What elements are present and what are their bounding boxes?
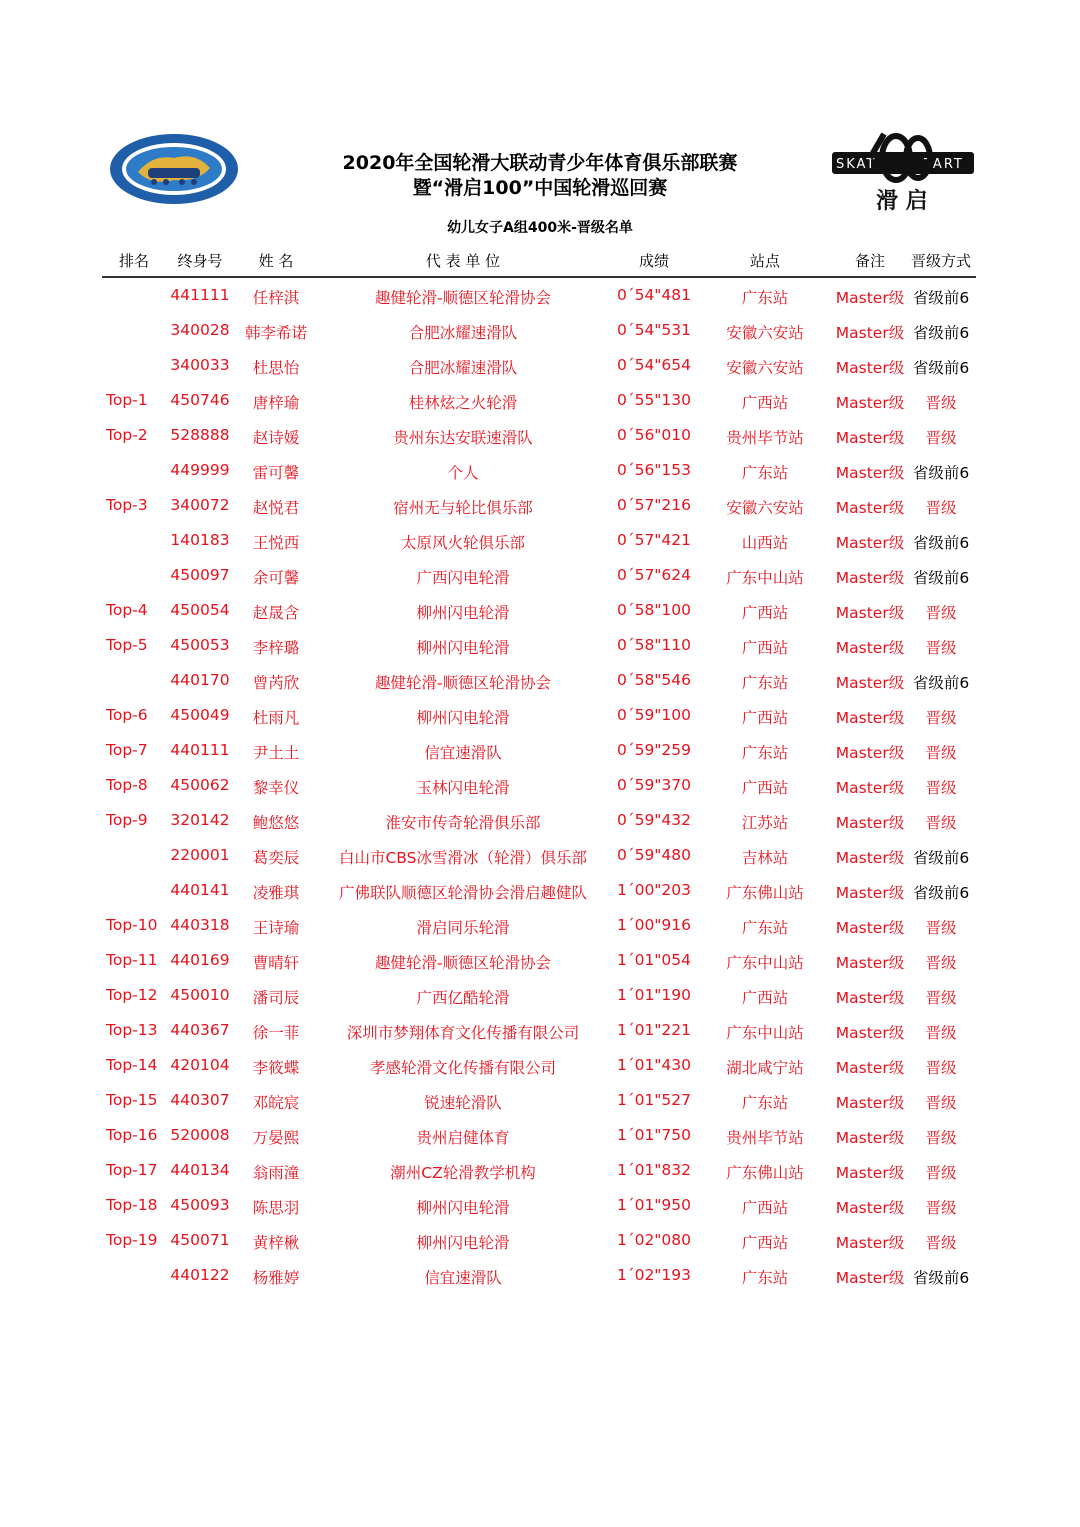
table-row	[0, 669, 1080, 704]
team-unit-cell: 广西闪电轮滑	[416, 569, 510, 587]
member-id-cell: 450071	[170, 1231, 230, 1249]
station-cell: 安徽六安站	[726, 359, 804, 377]
station-cell: 山西站	[741, 534, 789, 552]
method-cell: 晋级	[925, 989, 957, 1007]
note-cell: Master级	[835, 814, 905, 832]
member-id-cell: 441111	[170, 286, 230, 304]
member-id-cell: 450062	[170, 776, 230, 794]
athlete-name-cell: 唐梓瑜	[252, 394, 300, 412]
table-row	[0, 1124, 1080, 1159]
score-cell: 0´54"481	[616, 286, 692, 304]
note-cell: Master级	[835, 954, 905, 972]
athlete-name-cell: 韩李希诺	[244, 324, 307, 342]
athlete-name-cell: 凌雅琪	[252, 884, 300, 902]
rank-cell: Top-10	[106, 916, 158, 934]
member-id-cell: 440367	[170, 1021, 230, 1039]
note-cell: Master级	[835, 1094, 905, 1112]
athlete-name-cell: 王诗瑜	[252, 919, 300, 937]
method-cell: 晋级	[925, 394, 957, 412]
member-id-cell: 220001	[170, 846, 230, 864]
rank-cell: Top-14	[106, 1056, 158, 1074]
note-cell: Master级	[835, 1129, 905, 1147]
score-cell: 1´02"193	[616, 1266, 692, 1284]
rank-cell: Top-1	[106, 391, 148, 409]
station-cell: 湖北咸宁站	[726, 1059, 804, 1077]
score-cell: 0´56"010	[616, 426, 692, 444]
table-row	[0, 914, 1080, 949]
column-header-method: 晋级方式	[910, 252, 971, 270]
note-cell: Master级	[835, 1199, 905, 1217]
score-cell: 0´56"153	[616, 461, 692, 479]
score-cell: 1´01"190	[616, 986, 692, 1004]
station-cell: 广东站	[741, 1269, 789, 1287]
station-cell: 广西站	[741, 394, 789, 412]
station-cell: 广西站	[741, 779, 789, 797]
note-cell: Master级	[835, 604, 905, 622]
score-cell: 0´59"259	[616, 741, 692, 759]
note-cell: Master级	[835, 709, 905, 727]
rank-cell: Top-16	[106, 1126, 158, 1144]
athlete-name-cell: 尹土土	[252, 744, 300, 762]
method-cell: 晋级	[925, 1234, 957, 1252]
athlete-name-cell: 杜思怡	[252, 359, 300, 377]
member-id-cell: 450093	[170, 1196, 230, 1214]
station-cell: 江苏站	[741, 814, 789, 832]
station-cell: 广东站	[741, 744, 789, 762]
athlete-name-cell: 雷可馨	[252, 464, 300, 482]
rank-cell: Top-4	[106, 601, 148, 619]
athlete-name-cell: 赵晟含	[252, 604, 300, 622]
station-cell: 广东佛山站	[726, 884, 804, 902]
athlete-name-cell: 黄梓楸	[252, 1234, 300, 1252]
note-cell: Master级	[835, 1164, 905, 1182]
team-unit-cell: 个人	[447, 464, 479, 482]
table-row	[0, 459, 1080, 494]
station-cell: 广东中山站	[726, 569, 804, 587]
method-cell: 省级前6	[912, 849, 970, 867]
team-unit-cell: 柳州闪电轮滑	[416, 639, 510, 657]
method-cell: 省级前6	[912, 534, 970, 552]
table-row	[0, 1194, 1080, 1229]
score-cell: 0´58"546	[616, 671, 692, 689]
team-unit-cell: 淮安市传奇轮滑俱乐部	[385, 814, 541, 832]
method-cell: 晋级	[925, 814, 957, 832]
note-cell: Master级	[835, 744, 905, 762]
rank-cell: Top-19	[106, 1231, 158, 1249]
note-cell: Master级	[835, 639, 905, 657]
method-cell: 省级前6	[912, 324, 970, 342]
table-row	[0, 949, 1080, 984]
list-subtitle: 幼儿女子A组400米-晋级名单	[447, 220, 633, 236]
table-row	[0, 389, 1080, 424]
table-row	[0, 774, 1080, 809]
station-cell: 安徽六安站	[726, 324, 804, 342]
athlete-name-cell: 杨雅婷	[252, 1269, 300, 1287]
station-cell: 贵州毕节站	[726, 429, 804, 447]
score-cell: 1´00"203	[616, 881, 692, 899]
rank-cell: Top-3	[106, 496, 148, 514]
method-cell: 晋级	[925, 919, 957, 937]
method-cell: 晋级	[925, 499, 957, 517]
note-cell: Master级	[835, 429, 905, 447]
rank-cell: Top-2	[106, 426, 148, 444]
method-cell: 晋级	[925, 429, 957, 447]
station-cell: 广东站	[741, 1094, 789, 1112]
method-cell: 晋级	[925, 779, 957, 797]
member-id-cell: 450053	[170, 636, 230, 654]
method-cell: 晋级	[925, 1059, 957, 1077]
athlete-name-cell: 葛奕辰	[252, 849, 300, 867]
note-cell: Master级	[835, 499, 905, 517]
note-cell: Master级	[835, 1269, 905, 1287]
athlete-name-cell: 余可馨	[252, 569, 300, 587]
method-cell: 省级前6	[912, 464, 970, 482]
score-cell: 0´59"370	[616, 776, 692, 794]
athlete-name-cell: 曹晴轩	[252, 954, 300, 972]
note-cell: Master级	[835, 534, 905, 552]
athlete-name-cell: 杜雨凡	[252, 709, 300, 727]
athlete-name-cell: 李筱蝶	[252, 1059, 300, 1077]
table-row	[0, 1054, 1080, 1089]
note-cell: Master级	[835, 849, 905, 867]
score-cell: 0´54"654	[616, 356, 692, 374]
member-id-cell: 140183	[170, 531, 230, 549]
table-row	[0, 809, 1080, 844]
member-id-cell: 320142	[170, 811, 230, 829]
association-logo	[108, 132, 240, 206]
team-unit-cell: 宿州无与轮比俱乐部	[393, 499, 533, 517]
athlete-name-cell: 赵诗媛	[252, 429, 300, 447]
table-row	[0, 879, 1080, 914]
method-cell: 晋级	[925, 1094, 957, 1112]
table-row	[0, 1159, 1080, 1194]
header-divider	[102, 276, 976, 278]
athlete-name-cell: 任梓淇	[252, 289, 300, 307]
method-cell: 省级前6	[912, 569, 970, 587]
station-cell: 广东站	[741, 464, 789, 482]
method-cell: 晋级	[925, 1199, 957, 1217]
member-id-cell: 340033	[170, 356, 230, 374]
athlete-name-cell: 徐一菲	[252, 1024, 300, 1042]
rank-cell: Top-6	[106, 706, 148, 724]
rank-cell: Top-13	[106, 1021, 158, 1039]
method-cell: 省级前6	[912, 1269, 970, 1287]
athlete-name-cell: 陈思羽	[252, 1199, 300, 1217]
note-cell: Master级	[835, 884, 905, 902]
team-unit-cell: 信宜速滑队	[424, 744, 502, 762]
team-unit-cell: 柳州闪电轮滑	[416, 709, 510, 727]
note-cell: Master级	[835, 569, 905, 587]
team-unit-cell: 贵州启健体育	[416, 1129, 510, 1147]
table-row	[0, 1019, 1080, 1054]
column-header-note: 备注	[854, 252, 885, 270]
station-cell: 广西站	[741, 604, 789, 622]
team-unit-cell: 锐速轮滑队	[424, 1094, 502, 1112]
note-cell: Master级	[835, 919, 905, 937]
page-title-line2: 暨“滑启100”中国轮滑巡回赛	[412, 177, 668, 199]
method-cell: 晋级	[925, 1024, 957, 1042]
member-id-cell: 440307	[170, 1091, 230, 1109]
station-cell: 安徽六安站	[726, 499, 804, 517]
method-cell: 晋级	[925, 744, 957, 762]
team-unit-cell: 玉林闪电轮滑	[416, 779, 510, 797]
column-header-unit: 代 表 单 位	[425, 252, 501, 270]
athlete-name-cell: 潘司辰	[252, 989, 300, 1007]
score-cell: 1´01"527	[616, 1091, 692, 1109]
rank-cell: Top-12	[106, 986, 158, 1004]
column-header-name: 姓 名	[258, 252, 294, 270]
score-cell: 1´01"950	[616, 1196, 692, 1214]
svg-text:SKAT: SKAT	[836, 157, 877, 172]
rank-cell: Top-17	[106, 1161, 158, 1179]
table-row	[0, 1264, 1080, 1299]
athlete-name-cell: 赵悦君	[252, 499, 300, 517]
athlete-name-cell: 万晏熙	[252, 1129, 300, 1147]
table-row	[0, 599, 1080, 634]
athlete-name-cell: 邓皖宸	[252, 1094, 300, 1112]
team-unit-cell: 合肥冰耀速滑队	[408, 324, 518, 342]
team-unit-cell: 滑启同乐轮滑	[416, 919, 510, 937]
note-cell: Master级	[835, 1059, 905, 1077]
team-unit-cell: 深圳市梦翔体育文化传播有限公司	[346, 1024, 580, 1042]
table-row	[0, 1089, 1080, 1124]
station-cell: 广西站	[741, 1199, 789, 1217]
score-cell: 1´01"054	[616, 951, 692, 969]
rank-cell: Top-15	[106, 1091, 158, 1109]
score-cell: 0´59"480	[616, 846, 692, 864]
athlete-name-cell: 李梓璐	[252, 639, 300, 657]
table-row	[0, 984, 1080, 1019]
athlete-name-cell: 王悦西	[252, 534, 300, 552]
athlete-name-cell: 黎幸仪	[252, 779, 300, 797]
member-id-cell: 440122	[170, 1266, 230, 1284]
method-cell: 晋级	[925, 1129, 957, 1147]
member-id-cell: 450010	[170, 986, 230, 1004]
note-cell: Master级	[835, 359, 905, 377]
score-cell: 1´02"080	[616, 1231, 692, 1249]
table-row	[0, 284, 1080, 319]
station-cell: 广西站	[741, 989, 789, 1007]
table-row	[0, 634, 1080, 669]
method-cell: 晋级	[925, 639, 957, 657]
rank-cell: Top-7	[106, 741, 148, 759]
svg-text:TART: TART	[924, 157, 964, 172]
station-cell: 广东站	[741, 289, 789, 307]
table-row	[0, 844, 1080, 879]
score-cell: 0´57"216	[616, 496, 692, 514]
column-header-rank: 排名	[118, 252, 149, 270]
athlete-name-cell: 曾芮欣	[252, 674, 300, 692]
score-cell: 1´00"916	[616, 916, 692, 934]
table-row	[0, 704, 1080, 739]
note-cell: Master级	[835, 289, 905, 307]
athlete-name-cell: 翁雨潼	[252, 1164, 300, 1182]
member-id-cell: 440318	[170, 916, 230, 934]
member-id-cell: 450049	[170, 706, 230, 724]
method-cell: 省级前6	[912, 674, 970, 692]
method-cell: 晋级	[925, 709, 957, 727]
team-unit-cell: 桂林炫之火轮滑	[408, 394, 518, 412]
table-row	[0, 529, 1080, 564]
table-row	[0, 739, 1080, 774]
rank-cell: Top-11	[106, 951, 158, 969]
team-unit-cell: 孝感轮滑文化传播有限公司	[369, 1059, 556, 1077]
team-unit-cell: 太原风火轮俱乐部	[400, 534, 525, 552]
station-cell: 广东中山站	[726, 954, 804, 972]
note-cell: Master级	[835, 674, 905, 692]
member-id-cell: 440134	[170, 1161, 230, 1179]
score-cell: 1´01"221	[616, 1021, 692, 1039]
note-cell: Master级	[835, 324, 905, 342]
team-unit-cell: 柳州闪电轮滑	[416, 1234, 510, 1252]
note-cell: Master级	[835, 464, 905, 482]
station-cell: 吉林站	[741, 849, 789, 867]
member-id-cell: 440169	[170, 951, 230, 969]
member-id-cell: 440111	[170, 741, 230, 759]
team-unit-cell: 柳州闪电轮滑	[416, 604, 510, 622]
station-cell: 广西站	[741, 639, 789, 657]
method-cell: 晋级	[925, 1164, 957, 1182]
member-id-cell: 340072	[170, 496, 230, 514]
member-id-cell: 528888	[170, 426, 230, 444]
station-cell: 广东站	[741, 674, 789, 692]
score-cell: 0´58"100	[616, 601, 692, 619]
note-cell: Master级	[835, 779, 905, 797]
rank-cell: Top-9	[106, 811, 148, 829]
team-unit-cell: 白山市CBS冰雪滑冰（轮滑）俱乐部	[338, 849, 588, 867]
rank-cell: Top-8	[106, 776, 148, 794]
member-id-cell: 450097	[170, 566, 230, 584]
score-cell: 0´59"100	[616, 706, 692, 724]
team-unit-cell: 趣健轮滑-顺德区轮滑协会	[374, 289, 552, 307]
athlete-name-cell: 鲍悠悠	[252, 814, 300, 832]
team-unit-cell: 广佛联队顺德区轮滑协会滑启趣健队	[338, 884, 587, 902]
score-cell: 1´01"832	[616, 1161, 692, 1179]
rank-cell: Top-18	[106, 1196, 158, 1214]
method-cell: 省级前6	[912, 359, 970, 377]
score-cell: 1´01"430	[616, 1056, 692, 1074]
column-header-station: 站点	[749, 252, 780, 270]
score-cell: 0´55"130	[616, 391, 692, 409]
team-unit-cell: 趣健轮滑-顺德区轮滑协会	[374, 954, 552, 972]
station-cell: 广东中山站	[726, 1024, 804, 1042]
svg-text:滑 启: 滑 启	[876, 189, 928, 214]
note-cell: Master级	[835, 1234, 905, 1252]
score-cell: 0´54"531	[616, 321, 692, 339]
member-id-cell: 340028	[170, 321, 230, 339]
table-row	[0, 564, 1080, 599]
rank-cell: Top-5	[106, 636, 148, 654]
column-header-score: 成绩	[638, 252, 669, 270]
member-id-cell: 440141	[170, 881, 230, 899]
member-id-cell: 520008	[170, 1126, 230, 1144]
team-unit-cell: 合肥冰耀速滑队	[408, 359, 518, 377]
method-cell: 晋级	[925, 604, 957, 622]
column-header-id: 终身号	[177, 252, 223, 270]
member-id-cell: 450054	[170, 601, 230, 619]
member-id-cell: 420104	[170, 1056, 230, 1074]
note-cell: Master级	[835, 394, 905, 412]
team-unit-cell: 贵州东达安联速滑队	[393, 429, 533, 447]
method-cell: 省级前6	[912, 289, 970, 307]
station-cell: 广东佛山站	[726, 1164, 804, 1182]
team-unit-cell: 柳州闪电轮滑	[416, 1199, 510, 1217]
table-row	[0, 424, 1080, 459]
method-cell: 省级前6	[912, 884, 970, 902]
table-row	[0, 494, 1080, 529]
note-cell: Master级	[835, 1024, 905, 1042]
team-unit-cell: 潮州CZ轮滑教学机构	[390, 1164, 536, 1182]
score-cell: 0´57"421	[616, 531, 692, 549]
score-cell: 1´01"750	[616, 1126, 692, 1144]
method-cell: 晋级	[925, 954, 957, 972]
station-cell: 广西站	[741, 709, 789, 727]
team-unit-cell: 趣健轮滑-顺德区轮滑协会	[374, 674, 552, 692]
note-cell: Master级	[835, 989, 905, 1007]
station-cell: 广东站	[741, 919, 789, 937]
score-cell: 0´58"110	[616, 636, 692, 654]
station-cell: 贵州毕节站	[726, 1129, 804, 1147]
score-cell: 0´59"432	[616, 811, 692, 829]
member-id-cell: 450746	[170, 391, 230, 409]
table-row	[0, 1229, 1080, 1264]
score-cell: 0´57"624	[616, 566, 692, 584]
team-unit-cell: 广西亿酷轮滑	[416, 989, 510, 1007]
member-id-cell: 440170	[170, 671, 230, 689]
page-title-line1: 2020年全国轮滑大联动青少年体育俱乐部联赛	[342, 152, 738, 174]
table-header	[0, 250, 1080, 274]
team-unit-cell: 信宜速滑队	[424, 1269, 502, 1287]
table-row	[0, 319, 1080, 354]
table-row	[0, 354, 1080, 389]
member-id-cell: 449999	[170, 461, 230, 479]
station-cell: 广西站	[741, 1234, 789, 1252]
skate-start-logo	[832, 128, 974, 216]
